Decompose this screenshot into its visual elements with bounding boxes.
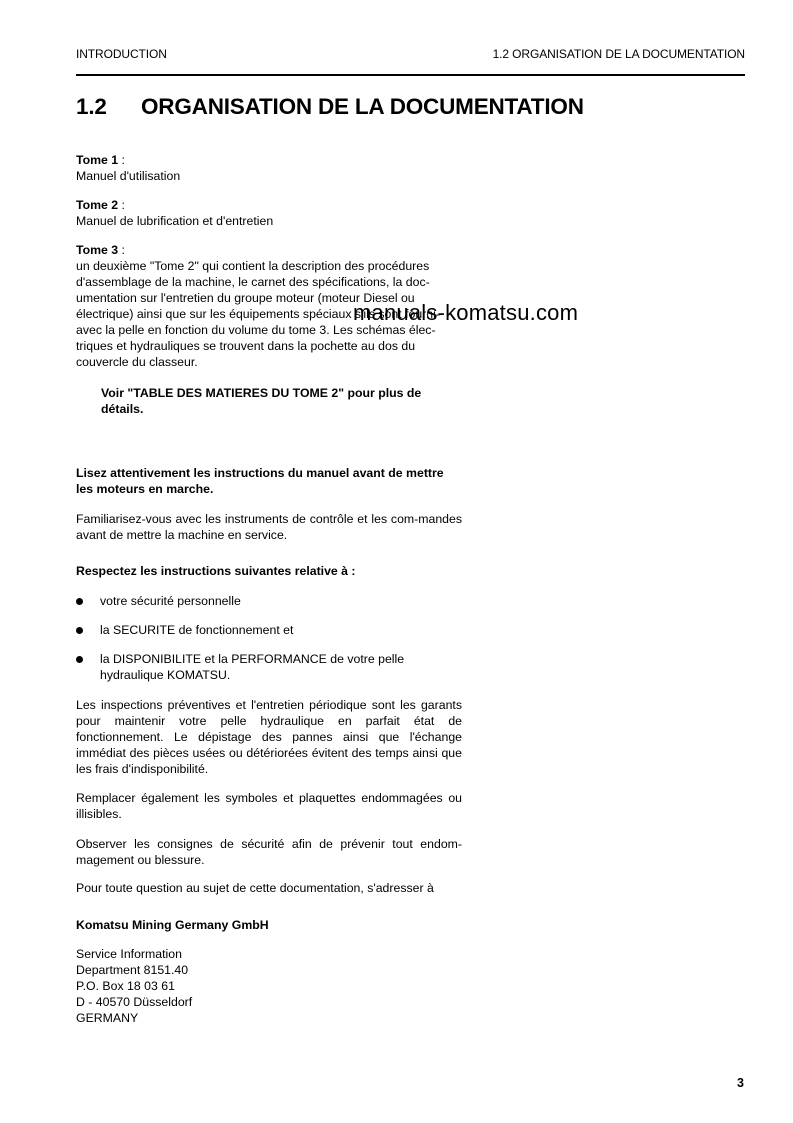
tome-label: Tome 2 [76, 198, 119, 212]
text-line: umentation sur l'entretien du groupe moteur (moteur Diesel ou [76, 291, 415, 305]
paragraph-familiarize: Familiarisez-vous avec les instruments de contrôle et les com-mandes avant de mettre la machine en service. [76, 512, 462, 542]
note-see-toc: Voir "TABLE DES MATIERES DU TOME 2" pour plus de détails. [101, 386, 422, 416]
section-title: ORGANISATION DE LA DOCUMENTATION [141, 94, 584, 119]
bullet-icon [76, 627, 83, 634]
text-line: un deuxième "Tome 2" qui contient la description des procédures [76, 259, 430, 273]
watermark: manuals-komatsu.com [353, 300, 579, 325]
running-header-left: INTRODUCTION [76, 47, 167, 61]
tome-sep: : [118, 153, 125, 167]
text-line: d'assemblage de la machine, le carnet des spécifications, la doc- [76, 275, 430, 289]
warning-read-manual: Lisez attentivement les instructions du manuel avant de mettre les moteurs en marche. [76, 466, 444, 496]
bullet-item [76, 622, 462, 638]
header-rule [76, 74, 745, 76]
paragraph-contact: Pour toute question au sujet de cette documentation, s'adresser à [76, 881, 434, 895]
text-line: triques et hydrauliques se trouvent dans la pochette au dos du [76, 339, 416, 353]
address-line: Service Information [76, 947, 182, 961]
tome-sep: : [118, 198, 125, 212]
bullet-icon [76, 598, 83, 605]
address-line: D - 40570 Düsseldorf [76, 995, 193, 1009]
running-header-right: 1.2 ORGANISATION DE LA DOCUMENTATION [492, 47, 745, 61]
bullet-text: la DISPONIBILITE et la PERFORMANCE de votre pelle hydraulique KOMATSU. [100, 652, 405, 682]
tome-label: Tome 1 [76, 153, 119, 167]
tome-2 [76, 197, 462, 229]
bullet-item [76, 651, 462, 683]
address-line: GERMANY [76, 1011, 139, 1025]
text-line: couvercle du classeur. [76, 355, 198, 369]
tome-description: Manuel d'utilisation [76, 169, 181, 183]
address-line: P.O. Box 18 03 61 [76, 979, 175, 993]
text-line: avec la pelle en fonction du volume du tome 3. Les schémas élec- [76, 323, 436, 337]
address-line: Department 8151.40 [76, 963, 189, 977]
page-number: 3 [737, 1076, 744, 1090]
section-number: 1.2 [76, 94, 107, 119]
tome-label: Tome 3 [76, 243, 119, 257]
tome-sep: : [118, 243, 125, 257]
bullet-text: la SECURITE de fonctionnement et [100, 623, 294, 637]
tome-1 [76, 152, 462, 184]
paragraph-replace: Remplacer également les symboles et plaquettes endommagées ou illisibles. [76, 791, 462, 821]
respect-heading: Respectez les instructions suivantes relative à : [76, 564, 356, 578]
bullet-text: votre sécurité personnelle [100, 594, 241, 608]
address-block [76, 946, 462, 1026]
page-title [76, 94, 584, 120]
paragraph-inspections: Les inspections préventives et l'entretien périodique sont les garants pour maintenir votre pelle hydraulique en parfait état de fonctionnement. Le dépistage des pannes ainsi que l'échange immédiat des pièces usées ou détériorées évitent des temps ainsi que les frais d'indisponibilité. [76, 698, 462, 776]
bullet-item [76, 593, 462, 609]
bullet-icon [76, 656, 83, 663]
tome-description: Manuel de lubrification et d'entretien [76, 214, 274, 228]
company-name: Komatsu Mining Germany GmbH [76, 918, 269, 932]
paragraph-observe: Observer les consignes de sécurité afin de prévenir tout endom-magement ou blessure. [76, 837, 462, 867]
text-line: électrique) ainsi que sur les équipements spéciaux s'ils sont fourni- [76, 307, 440, 321]
